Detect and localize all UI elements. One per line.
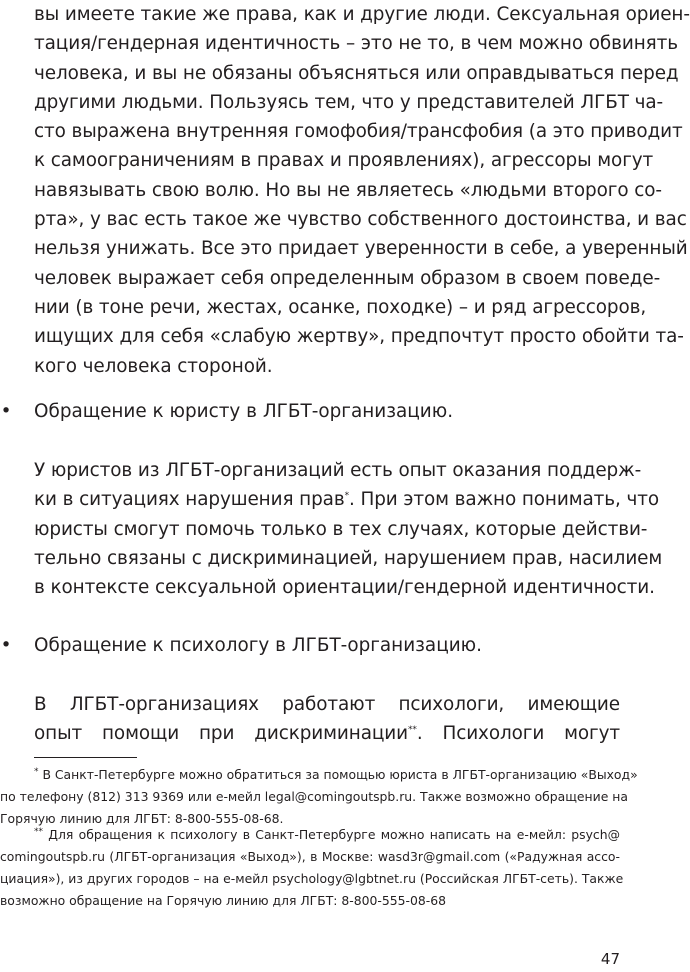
paragraph-line: навязывать свою волю. Но вы не являетесь «людьми второго со-	[34, 179, 662, 201]
bullet-marker: •	[0, 635, 12, 656]
line-text: . Психологи могут	[416, 723, 620, 745]
footnote-line: циация»), из других городов – на е-мейл psychology@lgbtnet.ru (Российская ЛГБТ-сеть). Также	[0, 871, 624, 886]
line-text: . При этом важно понимать, что	[348, 489, 660, 511]
paragraph-line: рта», у вас есть такое же чувство собственного достоинства, и вас	[34, 209, 687, 231]
footnote-psychologist	[0, 824, 624, 912]
footnote-line: Горячую линию для ЛГБТ: 8-800-555-08-68.	[0, 811, 284, 826]
paragraph-line: В ЛГБТ-организациях работают психологи, имеющие	[34, 694, 620, 715]
paragraph-line: кого человека стороной.	[34, 355, 273, 377]
line-text: Для обращения к психологу в Санкт-Петербурге можно написать на е-мейл: psych@	[48, 827, 620, 842]
page-number: 47	[600, 950, 620, 968]
footnote-line	[0, 764, 638, 786]
paragraph-line: тация/гендерная идентичность – это не то, в чем можно обвинять	[34, 33, 678, 55]
paragraph-line: юристы смогут помочь только в тех случаях, которые действи-	[34, 518, 648, 540]
line-text: опыт помощи при дискриминации	[34, 723, 408, 745]
paragraph-line: тельно связаны с дискриминацией, нарушением прав, насилием	[34, 547, 663, 569]
paragraph-line: нии (в тоне речи, жестах, осанке, походке) – и ряд агрессоров,	[34, 296, 647, 318]
paragraph-line: человека, и вы не обязаны объясняться или оправдываться перед	[34, 62, 679, 84]
paragraph-line: нельзя унижать. Все это придает уверенности в себе, а уверенный	[34, 238, 688, 260]
paragraph-line: к самоограничениям в правах и проявлениях), агрессоры могут	[34, 150, 654, 172]
paragraph-line: сто выражена внутренняя гомофобия/трансфобия (а это приводит	[34, 121, 683, 143]
footnote-reference: *	[344, 491, 349, 502]
bullet-marker: •	[0, 401, 12, 422]
bullet-text: Обращение к юристу в ЛГБТ-организацию.	[34, 401, 454, 422]
bullet-text: Обращение к психологу в ЛГБТ-организацию.	[34, 635, 483, 656]
paragraph-line	[34, 719, 620, 748]
footnote-mark: *	[34, 766, 39, 777]
paragraph-main-continued	[34, 0, 690, 381]
paragraph-line: вы имеете такие же права, как и другие люди. Сексуальная ориен-	[34, 4, 690, 25]
paragraph-line: другими людьми. Пользуясь тем, что у представителей ЛГБТ ча-	[34, 91, 664, 113]
footnote-reference: **	[408, 725, 417, 736]
paragraph-line: У юристов из ЛГБТ-организаций есть опыт оказания поддерж-	[34, 460, 642, 481]
footnote-line: по телефону (812) 313 9369 или e-мейл legal@comingoutspb.ru. Также возможно обращение на	[0, 789, 628, 804]
footnote-line: возможно обращение на Горячую линию для ЛГБТ: 8-800-555-08-68	[0, 893, 447, 908]
footnote-divider	[34, 757, 137, 758]
paragraph-line: человек выражает себя определенным образом в своем поведе-	[34, 267, 661, 289]
paragraph-lawyers	[34, 456, 663, 602]
paragraph-line: в контексте сексуальной ориентации/гендерной идентичности.	[34, 577, 655, 599]
paragraph-psychologists	[34, 690, 620, 749]
line-text: ки в ситуациях нарушения прав	[34, 489, 345, 511]
paragraph-line	[34, 485, 660, 514]
footnote-line	[0, 824, 620, 846]
line-text: В Санкт-Петербурге можно обратиться за помощью юриста в ЛГБТ-организацию «Выход»	[42, 767, 638, 782]
footnote-lawyer	[0, 764, 638, 830]
footnote-mark: **	[34, 826, 43, 837]
footnote-line: comingoutspb.ru (ЛГБТ-организация «Выход»), в Москве: wasd3r@gmail.com («Радужная ассо-	[0, 849, 620, 864]
paragraph-line: ищущих для себя «слабую жертву», предпочтут просто обойти та-	[34, 326, 684, 348]
